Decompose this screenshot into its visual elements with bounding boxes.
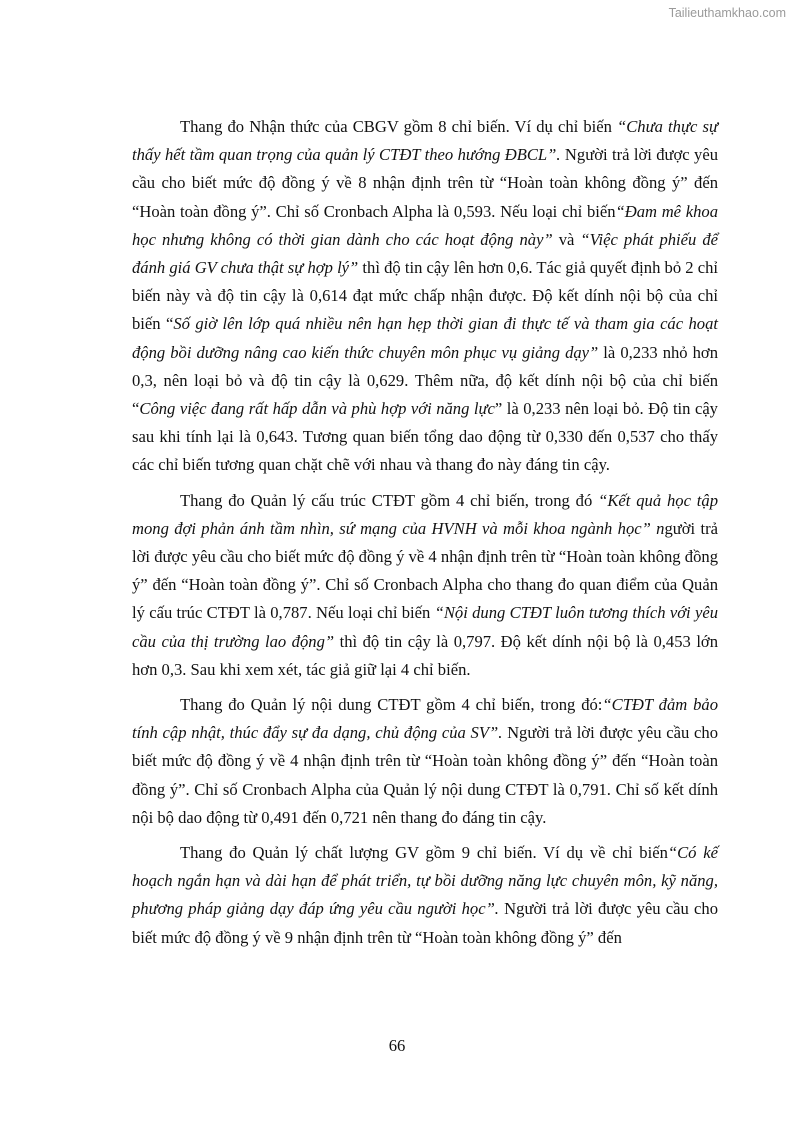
paragraph — [132, 691, 718, 832]
text-run: thì độ tin cậy là 0,797. Độ kết dính nội bộ là 0,453 lớn hơn 0,3. Sau khi xem xét, tác giả giữ lại 4 chỉ biến. — [132, 631, 718, 679]
page-number: 66 — [388, 1036, 406, 1055]
italic-quote: “Có kế hoạch ngắn hạn và dài hạn để phát triển, tự bồi dưỡng năng lực chuyên môn, kỹ năng, phương pháp giảng dạy đáp ứng yêu cầu người học”. — [132, 843, 718, 919]
document-body — [132, 113, 718, 959]
text-run: Người trả lời được yêu cầu cho biết mức độ đồng ý về 4 nhận định trên từ “Hoàn toàn không đồng ý” đến “Hoàn toàn đồng ý”. Chỉ số Cronbach Alpha của Quản lý nội dung CTĐT là 0,791. Chỉ số kết dính nội bộ dao động từ 0,491 đến 0,721 nên thang đo đáng tin cậy. — [132, 723, 718, 827]
italic-quote: “Đam mê khoa học nhưng không có thời gian dành cho các hoạt động này” — [132, 201, 718, 249]
italic-quote: “Kết quả học tập mong đợi phản ánh tầm nhìn, sứ mạng của HVNH và mỗi khoa ngành học” n — [132, 490, 718, 538]
text-run: ” là 0,233 nên loại bỏ. Độ tin cậy sau khi tính lại là 0,643. Tương quan biến tổng dao động từ 0,330 đến 0,537 cho thấy các chỉ biến tương quan chặt chẽ với nhau và thang đo này đáng tin cậy. — [132, 399, 718, 475]
text-run: Thang đo Nhận thức của CBGV gồm 8 chỉ biến. Ví dụ chỉ biến — [180, 117, 618, 136]
italic-quote: “Nội dung CTĐT luôn tương thích với yêu cầu của thị trường lao động” — [132, 603, 718, 651]
text-run: Người trả lời được yêu cầu cho biết mức độ đồng ý về 9 nhận định trên từ “Hoàn toàn không đồng ý” đến — [132, 899, 718, 947]
text-run: là 0,233 nhỏ hơn 0,3, nên loại bỏ và độ tin cậy là 0,629. Thêm nữa, độ kết dính nội bộ của chỉ biến “ — [132, 342, 719, 419]
text-run: gười trả lời được yêu cầu cho biết mức độ đồng ý về 4 nhận định trên từ “Hoàn toàn không đồng ý” đến “Hoàn toàn đồng ý”. Chỉ số Cronbach Alpha cho thang đo quan điểm của Quản lý cấu trúc CTĐT là 0,787. Nếu loại chỉ biến — [132, 518, 718, 623]
italic-quote: Công việc đang rất hấp dẫn và phù hợp với năng lực — [139, 399, 495, 419]
text-run: Người trả lời được yêu cầu cho biết mức độ đồng ý về 8 nhận định trên từ “Hoàn toàn không đồng ý” đến “Hoàn toàn đồng ý”. Chỉ số Cronbach Alpha là 0,593. Nếu loại chỉ biến — [132, 145, 718, 221]
text-run: thì độ tin cậy lên hơn 0,6. Tác giả quyết định bỏ 2 chỉ biến này và độ tin cậy là 0,614 đạt mức chấp nhận được. Độ kết dính nội bộ của chỉ biến “ — [132, 258, 718, 334]
text-run: Thang đo Quản lý cấu trúc CTĐT gồm 4 chỉ biến, trong đó — [180, 490, 599, 510]
text-run: Thang đo Quản lý chất lượng GV gồm 9 chỉ biến. Ví dụ về chỉ biến — [180, 843, 668, 863]
italic-quote: “CTĐT đảm bảo tính cập nhật, thúc đẩy sự đa dạng, chủ động của SV”. — [132, 695, 718, 743]
italic-quote: Số giờ lên lớp quá nhiều nên hạn hẹp thời gian đi thực tế và tham gia các hoạt động bồi dưỡng nâng cao kiến thức chuyên môn phục vụ giảng dạy” — [132, 314, 718, 362]
paragraph — [132, 487, 718, 684]
text-run: và — [552, 229, 581, 249]
watermark: Tailieuthamkhao.com — [668, 6, 786, 20]
text-run: Thang đo Quản lý nội dung CTĐT gồm 4 chỉ biến, trong đó: — [180, 695, 603, 715]
italic-quote: “Việc phát phiếu để đánh giá GV chưa thật sự hợp lý” — [132, 229, 718, 278]
paragraph — [132, 839, 718, 952]
italic-quote: “Chưa thực sự thấy hết tầm quan trọng của quản lý CTĐT theo hướng ĐBCL”. — [132, 117, 718, 165]
paragraph — [132, 113, 718, 480]
